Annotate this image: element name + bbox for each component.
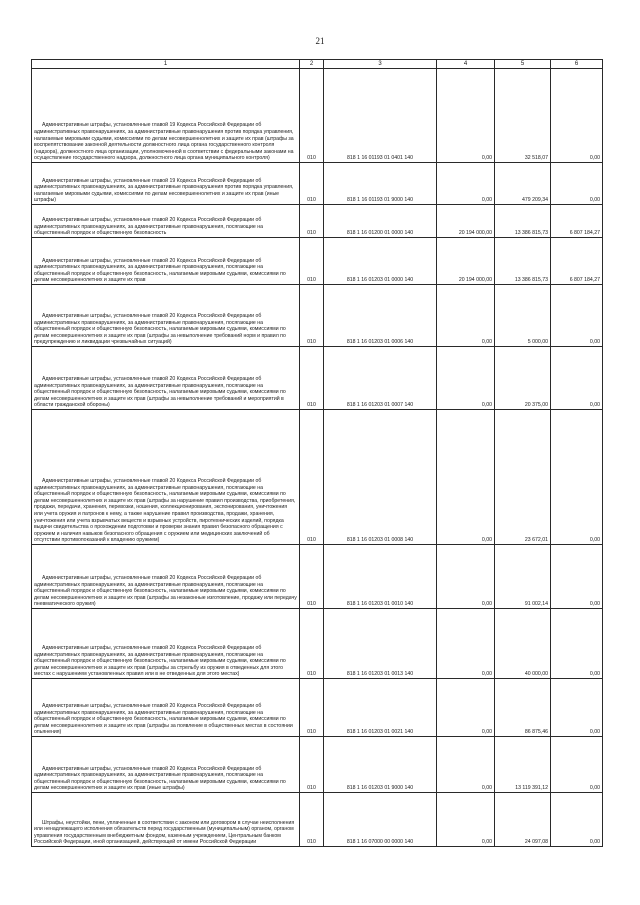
row-col5: 40 000,00: [495, 609, 551, 679]
row-col4: 0,00: [437, 347, 495, 410]
row-kbk: 818 1 16 01193 01 9000 140: [324, 163, 437, 205]
row-code: 010: [300, 205, 324, 238]
row-code: 010: [300, 69, 324, 163]
row-col6: 0,00: [551, 285, 603, 347]
row-code: 010: [300, 410, 324, 545]
row-description: Административные штрафы, установленные главой 20 Кодекса Российской Федерации об административных правонарушениях, за административные правонарушения, посягающие на общественный порядок и общественную безопасность, налагаемые мировыми судьями, комиссиями по делам несовершеннолетних и защите их прав (штрафы за невыполнение требований норм и правил по предупреждению и ликвидации чрезвычайных ситуаций): [32, 285, 300, 347]
header-row: [32, 60, 603, 69]
row-col4: 0,00: [437, 737, 495, 793]
row-description: Административные штрафы, установленные главой 19 Кодекса Российской Федерации об административных правонарушениях, за административные правонарушения против порядка управления, налагаемые мировыми судьями, комиссиями по делам несовершеннолетних и защите их прав (штрафы за воспрепятствование законной деятельности должностного лица органа государственного контроля (надзора), должностного лица организации, уполномоченной в соответствии с федеральными законами на осуществление государственного надзора, должностного лица органа муниципального контроля): [32, 69, 300, 163]
row-col6: 0,00: [551, 793, 603, 847]
row-col5: 13 386 815,73: [495, 238, 551, 285]
table-row: [32, 410, 603, 545]
table-row: [32, 609, 603, 679]
table-row: [32, 347, 603, 410]
row-kbk: 818 1 16 01200 01 0000 140: [324, 205, 437, 238]
row-kbk: 818 1 16 01203 01 9000 140: [324, 737, 437, 793]
row-kbk: 818 1 16 01203 01 0000 140: [324, 238, 437, 285]
row-col5: 91 002,14: [495, 545, 551, 609]
table-row: [32, 285, 603, 347]
row-kbk: 818 1 16 01193 01 0401 140: [324, 69, 437, 163]
table-row: [32, 163, 603, 205]
row-col4: 20 194 000,00: [437, 238, 495, 285]
row-col6: 0,00: [551, 410, 603, 545]
column-header: 5: [495, 60, 551, 69]
row-description: Административные штрафы, установленные главой 20 Кодекса Российской Федерации об административных правонарушениях, за административные правонарушения, посягающие на общественный порядок и общественную безопасность, налагаемые мировыми судьями, комиссиями по делам несовершеннолетних и защите их прав (иные штрафы): [32, 737, 300, 793]
row-col6: 0,00: [551, 609, 603, 679]
row-description: Административные штрафы, установленные главой 20 Кодекса Российской Федерации об административных правонарушениях, за административные правонарушения, посягающие на общественный порядок и общественную безопасность, налагаемые мировыми судьями, комиссиями по делам несовершеннолетних и защите их прав: [32, 238, 300, 285]
row-code: 010: [300, 238, 324, 285]
row-description: Административные штрафы, установленные главой 20 Кодекса Российской Федерации об административных правонарушениях, за административные правонарушения, посягающие на общественный порядок и общественную безопасность, налагаемые мировыми судьями, комиссиями по делам несовершеннолетних и защите их прав (штрафы за незаконные изготовление, продажу или передачу пневматического оружия): [32, 545, 300, 609]
row-description: Административные штрафы, установленные главой 20 Кодекса Российской Федерации об административных правонарушениях, за административные правонарушения, посягающие на общественный порядок и общественную безопасность, налагаемые мировыми судьями, комиссиями по делам несовершеннолетних и защите их прав (штрафы за появление в общественных местах в состоянии опьянения): [32, 679, 300, 737]
row-kbk: 818 1 16 01203 01 0007 140: [324, 347, 437, 410]
row-col4: 0,00: [437, 163, 495, 205]
row-col5: 13 119 391,12: [495, 737, 551, 793]
budget-table: [31, 59, 603, 847]
table-row: [32, 69, 603, 163]
row-code: 010: [300, 793, 324, 847]
table-row: [32, 679, 603, 737]
row-col4: 0,00: [437, 545, 495, 609]
row-col4: 0,00: [437, 410, 495, 545]
row-description: Административные штрафы, установленные главой 20 Кодекса Российской Федерации об административных правонарушениях, за административные правонарушения, посягающие на общественный порядок и общественную безопасность, налагаемые мировыми судьями, комиссиями по делам несовершеннолетних и защите их прав (штрафы за стрельбу из оружия в отведенных для этого местах с нарушением установленных правил или в не отведенных для этого местах): [32, 609, 300, 679]
row-col6: 0,00: [551, 347, 603, 410]
table-row: [32, 793, 603, 847]
row-kbk: 818 1 16 01203 01 0010 140: [324, 545, 437, 609]
row-description: Административные штрафы, установленные главой 20 Кодекса Российской Федерации об административных правонарушениях, за административные правонарушения, посягающие на общественный порядок и общественную безопасность: [32, 205, 300, 238]
row-col4: 0,00: [437, 285, 495, 347]
column-header: 4: [437, 60, 495, 69]
row-col6: 0,00: [551, 163, 603, 205]
row-kbk: 818 1 16 01203 01 0006 140: [324, 285, 437, 347]
row-col5: 32 518,07: [495, 69, 551, 163]
row-code: 010: [300, 347, 324, 410]
row-code: 010: [300, 737, 324, 793]
row-col5: 5 000,00: [495, 285, 551, 347]
row-code: 010: [300, 163, 324, 205]
row-kbk: 818 1 16 01203 01 0008 140: [324, 410, 437, 545]
row-description: Административные штрафы, установленные главой 20 Кодекса Российской Федерации об административных правонарушениях, за административные правонарушения, посягающие на общественный порядок и общественную безопасность, налагаемые мировыми судьями, комиссиями по делам несовершеннолетних и защите их прав (штрафы за невыполнение требований и мероприятий в области гражданской обороны): [32, 347, 300, 410]
row-col6: 0,00: [551, 69, 603, 163]
row-description: Административные штрафы, установленные главой 20 Кодекса Российской Федерации об административных правонарушениях, за административные правонарушения, посягающие на общественный порядок и общественную безопасность, налагаемые мировыми судьями, комиссиями по делам несовершеннолетних и защите их прав (штрафы за нарушение правил производства, приобретения, продажи, передачи, хранения, перевозки, ношения, коллекционирования, экспонирования, уничтожения или учета оружия и патронов к нему, а также нарушение правил производства, продажи, хранения, уничтожения или учета взрывчатых веществ и взрывных устройств, пиротехнических изделий, порядка выдачи свидетельства о прохождении подготовки и проверки знания правил безопасного обращения с оружием и наличия навыков безопасного обращения с оружием или медицинских заключений об отсутствии противопоказаний к владению оружием): [32, 410, 300, 545]
table-row: [32, 545, 603, 609]
row-col6: 0,00: [551, 545, 603, 609]
row-description: Штрафы, неустойки, пени, уплаченные в соответствии с законом или договором в случае неисполнения или ненадлежащего исполнения обязательств перед государственным (муниципальным) органом, органом управления государственным внебюджетным фондом, казенным учреждением, Центральным банком Российской Федерации, иной организацией, действующей от имени Российской Федерации: [32, 793, 300, 847]
row-col4: 0,00: [437, 609, 495, 679]
column-header: 3: [324, 60, 437, 69]
row-col5: 479 209,34: [495, 163, 551, 205]
row-col6: 6 807 184,27: [551, 238, 603, 285]
row-col6: 6 807 184,27: [551, 205, 603, 238]
page-number: 21: [315, 36, 325, 46]
table-row: [32, 205, 603, 238]
row-col5: 23 672,01: [495, 410, 551, 545]
row-col6: 0,00: [551, 737, 603, 793]
row-kbk: 818 1 16 01203 01 0021 140: [324, 679, 437, 737]
row-col5: 86 875,46: [495, 679, 551, 737]
row-code: 010: [300, 285, 324, 347]
row-col6: 0,00: [551, 679, 603, 737]
row-col4: 0,00: [437, 69, 495, 163]
row-col5: 13 386 815,73: [495, 205, 551, 238]
table-row: [32, 737, 603, 793]
row-code: 010: [300, 545, 324, 609]
column-header: 1: [32, 60, 300, 69]
column-header: 6: [551, 60, 603, 69]
row-code: 010: [300, 609, 324, 679]
row-col4: 20 194 000,00: [437, 205, 495, 238]
row-col5: 24 097,08: [495, 793, 551, 847]
row-kbk: 818 1 16 01203 01 0013 140: [324, 609, 437, 679]
row-col4: 0,00: [437, 793, 495, 847]
row-col4: 0,00: [437, 679, 495, 737]
row-col5: 20 375,00: [495, 347, 551, 410]
row-code: 010: [300, 679, 324, 737]
table-row: [32, 238, 603, 285]
row-kbk: 818 1 16 07000 00 0000 140: [324, 793, 437, 847]
row-description: Административные штрафы, установленные главой 19 Кодекса Российской Федерации об административных правонарушениях, за административные правонарушения против порядка управления, налагаемые мировыми судьями, комиссиями по делам несовершеннолетних и защите их прав (иные штрафы): [32, 163, 300, 205]
column-header: 2: [300, 60, 324, 69]
